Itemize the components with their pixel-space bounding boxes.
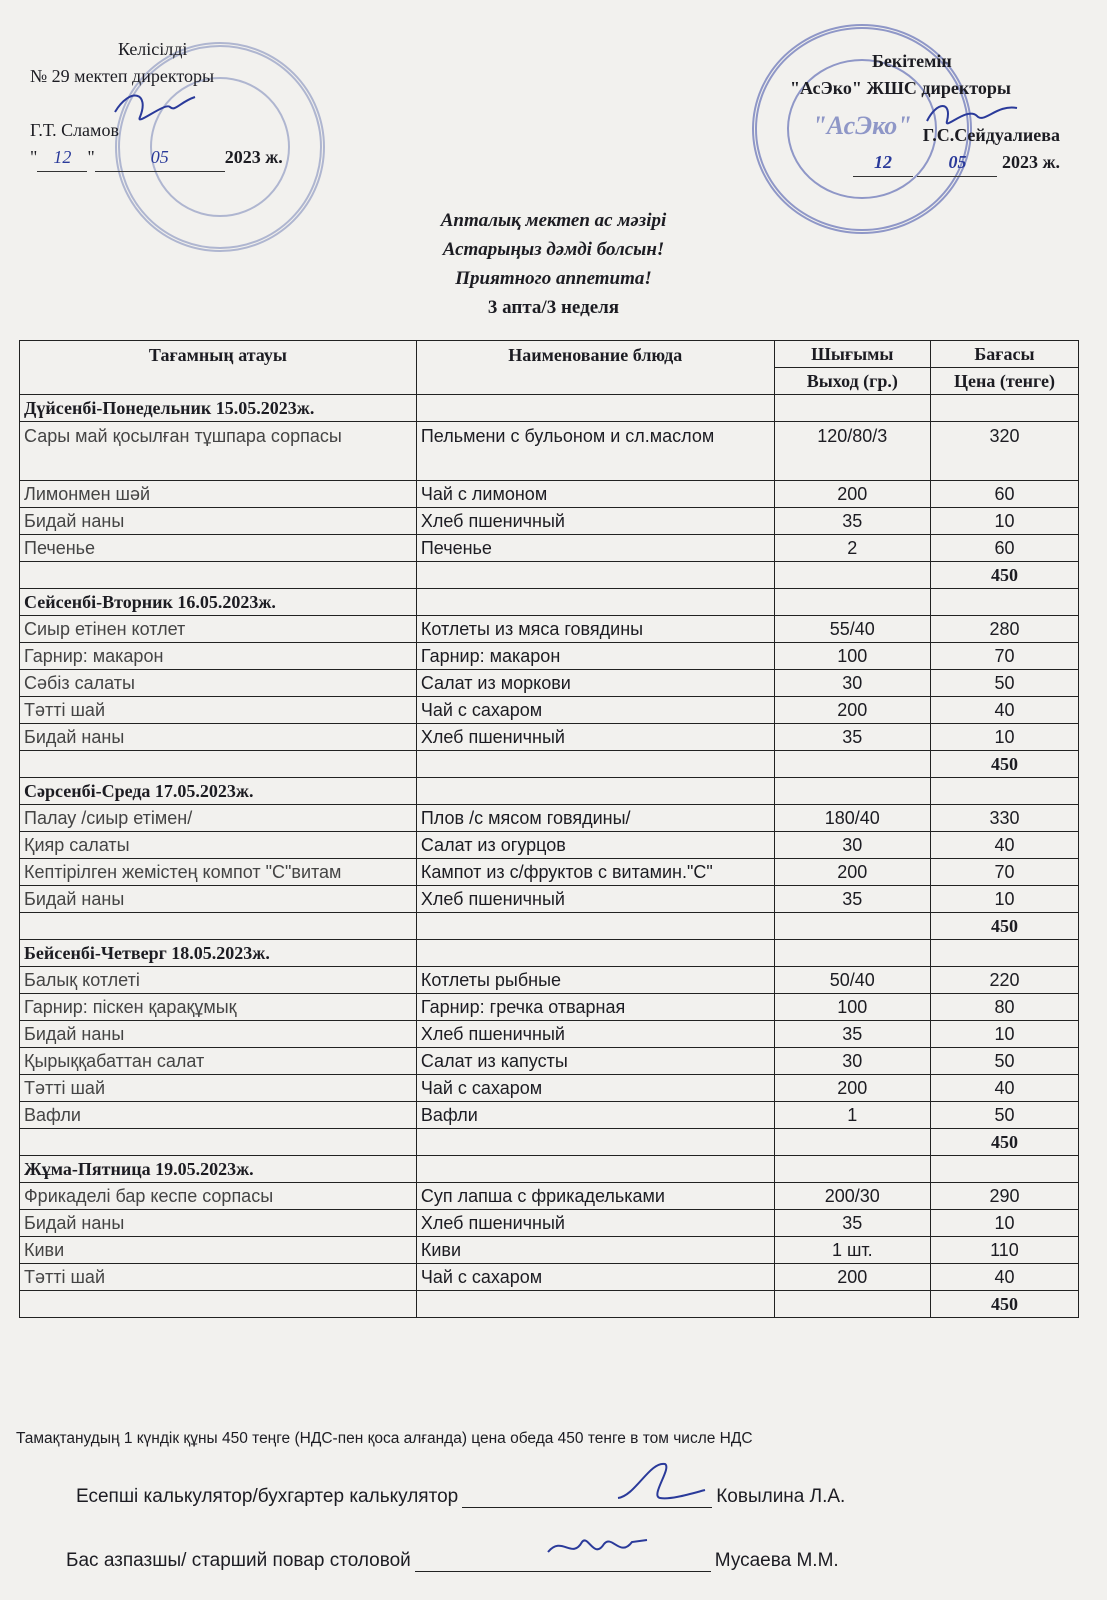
- dish-price: 40: [930, 697, 1078, 724]
- day-total: 450: [930, 1129, 1078, 1156]
- dish-name-kk: Бидай наны: [20, 1021, 417, 1048]
- stamp-text: "АсЭко": [812, 111, 912, 140]
- header-kk-name: Тағамның атауы: [20, 341, 417, 395]
- day-total-row: [20, 1291, 1079, 1318]
- empty-cell: [774, 589, 930, 616]
- dish-yield: 200: [774, 697, 930, 724]
- empty-cell: [416, 940, 774, 967]
- empty-cell: [774, 1156, 930, 1183]
- table-row: [20, 508, 1079, 535]
- date-month: 05: [95, 144, 225, 172]
- table-row: [20, 805, 1079, 832]
- dish-price: 50: [930, 1102, 1078, 1129]
- empty-cell: [416, 913, 774, 940]
- dish-yield: 30: [774, 670, 930, 697]
- dish-name-kk: Вафли: [20, 1102, 417, 1129]
- agreed-position: № 29 мектеп директоры: [30, 66, 215, 86]
- dish-yield: 200: [774, 859, 930, 886]
- table-row: [20, 616, 1079, 643]
- dish-name-kk: Гарнир: піскен қарақұмық: [20, 994, 417, 1021]
- dish-price: 50: [930, 670, 1078, 697]
- empty-cell: [416, 562, 774, 589]
- dish-price: 110: [930, 1237, 1078, 1264]
- dish-price: 280: [930, 616, 1078, 643]
- dish-name-kk: Бидай наны: [20, 886, 417, 913]
- dish-yield: 200: [774, 1075, 930, 1102]
- dish-name-kk: Бидай наны: [20, 724, 417, 751]
- dish-name-kk: Балық котлеті: [20, 967, 417, 994]
- day-total: 450: [930, 751, 1078, 778]
- dish-price: 220: [930, 967, 1078, 994]
- day-label: Жұма-Пятница 19.05.2023ж.: [20, 1156, 417, 1183]
- table-row: [20, 535, 1079, 562]
- table-row: [20, 1075, 1079, 1102]
- menu-table: [19, 340, 1079, 1318]
- table-row: [20, 1183, 1079, 1210]
- dish-yield: 100: [774, 643, 930, 670]
- director-signature: [110, 82, 200, 132]
- empty-cell: [416, 1291, 774, 1318]
- table-row: [20, 1021, 1079, 1048]
- dish-name-kk: Сиыр етінен котлет: [20, 616, 417, 643]
- empty-cell: [930, 778, 1078, 805]
- dish-name-ru: Чай с лимоном: [416, 481, 774, 508]
- dish-price: 10: [930, 508, 1078, 535]
- dish-price: 10: [930, 886, 1078, 913]
- dish-price: 10: [930, 724, 1078, 751]
- dish-name-ru: Кампот из с/фруктов с витамин."С": [416, 859, 774, 886]
- dish-price: 40: [930, 1075, 1078, 1102]
- table-row: [20, 886, 1079, 913]
- dish-name-kk: Кептірілген жемістең компот "С"витам: [20, 859, 417, 886]
- dish-yield: 50/40: [774, 967, 930, 994]
- dish-price: 80: [930, 994, 1078, 1021]
- empty-cell: [20, 913, 417, 940]
- dish-name-kk: Тәтті шай: [20, 697, 417, 724]
- agreed-date: " 12 " 05 2023 ж.: [30, 144, 330, 172]
- dish-name-kk: Сәбіз салаты: [20, 670, 417, 697]
- empty-cell: [20, 751, 417, 778]
- dish-yield: 35: [774, 886, 930, 913]
- empty-cell: [416, 395, 774, 422]
- header-yield-kk: Шығымы: [774, 341, 930, 368]
- day-total: 450: [930, 913, 1078, 940]
- dish-price: 290: [930, 1183, 1078, 1210]
- dish-price: 40: [930, 1264, 1078, 1291]
- table-row: [20, 832, 1079, 859]
- dish-name-ru: Гарнир: гречка отварная: [416, 994, 774, 1021]
- dish-price: 50: [930, 1048, 1078, 1075]
- empty-cell: [774, 751, 930, 778]
- cook-label: Бас азпазшы/ старший повар столовой: [66, 1550, 411, 1571]
- dish-name-ru: Хлеб пшеничный: [416, 724, 774, 751]
- dish-name-ru: Плов /с мясом говядины/: [416, 805, 774, 832]
- dish-name-kk: Қырыққабаттан салат: [20, 1048, 417, 1075]
- dish-name-ru: Пельмени с бульоном и сл.маслом: [416, 422, 774, 481]
- empty-cell: [20, 1129, 417, 1156]
- empty-cell: [930, 940, 1078, 967]
- table-row: [20, 422, 1079, 481]
- dish-name-ru: Чай с сахаром: [416, 697, 774, 724]
- day-label: Бейсенбі-Четверг 18.05.2023ж.: [20, 940, 417, 967]
- table-row: [20, 643, 1079, 670]
- dish-name-ru: Киви: [416, 1237, 774, 1264]
- accountant-name: Ковылина Л.А.: [716, 1486, 846, 1507]
- dish-price: 70: [930, 859, 1078, 886]
- dish-name-ru: Салат из огурцов: [416, 832, 774, 859]
- empty-cell: [774, 778, 930, 805]
- dish-name-ru: Хлеб пшеничный: [416, 1210, 774, 1237]
- header-price-kk: Бағасы: [930, 341, 1078, 368]
- dish-yield: 35: [774, 1021, 930, 1048]
- dish-name-ru: Печенье: [416, 535, 774, 562]
- day-header-row: [20, 778, 1079, 805]
- accountant-signature-row: [76, 1486, 845, 1508]
- date-year: 2023 ж.: [224, 147, 283, 167]
- dish-name-kk: Тәтті шай: [20, 1075, 417, 1102]
- table-row: [20, 994, 1079, 1021]
- day-total-row: [20, 913, 1079, 940]
- dish-name-ru: Чай с сахаром: [416, 1264, 774, 1291]
- dish-yield: 55/40: [774, 616, 930, 643]
- menu-table-body: [20, 395, 1079, 1318]
- approver-signature: [922, 96, 1022, 136]
- empty-cell: [416, 1156, 774, 1183]
- dish-yield: 30: [774, 832, 930, 859]
- dish-name-kk: Бидай наны: [20, 508, 417, 535]
- dish-yield: 1: [774, 1102, 930, 1129]
- table-row: [20, 967, 1079, 994]
- dish-yield: 2: [774, 535, 930, 562]
- day-total: 450: [930, 1291, 1078, 1318]
- dish-name-ru: Гарнир: макарон: [416, 643, 774, 670]
- dish-name-kk: Печенье: [20, 535, 417, 562]
- empty-cell: [774, 1291, 930, 1318]
- empty-cell: [416, 778, 774, 805]
- cook-signature-row: [66, 1550, 839, 1572]
- table-row: [20, 1237, 1079, 1264]
- table-header-row: [20, 341, 1079, 368]
- empty-cell: [416, 751, 774, 778]
- title-line-kk: Апталық мектеп ас мәзірі: [440, 210, 667, 231]
- week-label: 3 апта/3 неделя: [487, 297, 620, 318]
- title-line-wish-ru: Приятного аппетита!: [455, 268, 652, 289]
- empty-cell: [774, 562, 930, 589]
- dish-name-ru: Хлеб пшеничный: [416, 508, 774, 535]
- date-month: 05: [917, 149, 997, 177]
- dish-name-kk: Қияр салаты: [20, 832, 417, 859]
- dish-name-kk: Фрикаделі бар кеспе сорпасы: [20, 1183, 417, 1210]
- dish-yield: 180/40: [774, 805, 930, 832]
- empty-cell: [774, 1129, 930, 1156]
- dish-yield: 200: [774, 1264, 930, 1291]
- menu-title-block: [0, 206, 1107, 322]
- day-total-row: [20, 1129, 1079, 1156]
- dish-name-ru: Салат из капусты: [416, 1048, 774, 1075]
- dish-name-kk: Тәтті шай: [20, 1264, 417, 1291]
- dish-yield: 1 шт.: [774, 1237, 930, 1264]
- approved-position: "АсЭко" ЖШС директоры: [790, 78, 1011, 98]
- day-total-row: [20, 751, 1079, 778]
- empty-cell: [416, 589, 774, 616]
- dish-name-kk: Гарнир: макарон: [20, 643, 417, 670]
- dish-name-ru: Хлеб пшеничный: [416, 1021, 774, 1048]
- day-total-row: [20, 562, 1079, 589]
- date-year: 2023 ж.: [1001, 152, 1060, 172]
- cook-signature: [542, 1530, 652, 1566]
- approved-heading: Бекітемін: [872, 51, 952, 71]
- dish-yield: 200: [774, 481, 930, 508]
- title-line-wish-kk: Астарыңыз дәмді болсын!: [442, 239, 665, 260]
- empty-cell: [930, 395, 1078, 422]
- empty-cell: [774, 940, 930, 967]
- table-row: [20, 1210, 1079, 1237]
- dish-price: 60: [930, 481, 1078, 508]
- accountant-signature: [610, 1456, 710, 1506]
- day-label: Дүйсенбі-Понедельник 15.05.2023ж.: [20, 395, 417, 422]
- dish-yield: 100: [774, 994, 930, 1021]
- dish-name-ru: Суп лапша с фрикадельками: [416, 1183, 774, 1210]
- day-header-row: [20, 395, 1079, 422]
- table-row: [20, 481, 1079, 508]
- table-row: [20, 1048, 1079, 1075]
- cook-name: Мусаева М.М.: [714, 1550, 839, 1571]
- dish-name-ru: Котлеты из мяса говядины: [416, 616, 774, 643]
- dish-price: 320: [930, 422, 1078, 481]
- dish-yield: 35: [774, 508, 930, 535]
- dish-name-kk: Киви: [20, 1237, 417, 1264]
- day-label: Сәрсенбі-Среда 17.05.2023ж.: [20, 778, 417, 805]
- empty-cell: [774, 395, 930, 422]
- day-header-row: [20, 940, 1079, 967]
- dish-yield: 35: [774, 1210, 930, 1237]
- day-total: 450: [930, 562, 1078, 589]
- dish-yield: 30: [774, 1048, 930, 1075]
- day-label: Сейсенбі-Вторник 16.05.2023ж.: [20, 589, 417, 616]
- dish-name-kk: Палау /сиыр етімен/: [20, 805, 417, 832]
- accountant-label: Есепші калькулятор/бухгартер калькулятор: [76, 1486, 459, 1507]
- day-header-row: [20, 1156, 1079, 1183]
- dish-price: 10: [930, 1210, 1078, 1237]
- agreed-name: Г.Т. Сламов: [30, 120, 119, 140]
- dish-name-kk: Бидай наны: [20, 1210, 417, 1237]
- empty-cell: [774, 913, 930, 940]
- price-note: Тамақтанудың 1 күндік құны 450 теңге (НДС-пен қоса алғанда) цена обеда 450 тенге в том числе НДС: [16, 1430, 753, 1447]
- dish-name-kk: Лимонмен шәй: [20, 481, 417, 508]
- date-day: 12: [853, 149, 913, 177]
- dish-name-ru: Вафли: [416, 1102, 774, 1129]
- table-row: [20, 670, 1079, 697]
- dish-name-ru: Хлеб пшеничный: [416, 886, 774, 913]
- table-row: [20, 697, 1079, 724]
- dish-yield: 200/30: [774, 1183, 930, 1210]
- header-ru-name: Наименование блюда: [416, 341, 774, 395]
- day-header-row: [20, 589, 1079, 616]
- dish-price: 330: [930, 805, 1078, 832]
- empty-cell: [20, 562, 417, 589]
- dish-name-kk: Сары май қосылған тұшпара сорпасы: [20, 422, 417, 481]
- empty-cell: [20, 1291, 417, 1318]
- approved-name: Г.С.Сейдуалиева: [922, 125, 1060, 145]
- empty-cell: [416, 1129, 774, 1156]
- header-yield-ru: Выход (гр.): [774, 368, 930, 395]
- table-row: [20, 859, 1079, 886]
- dish-price: 60: [930, 535, 1078, 562]
- empty-cell: [930, 589, 1078, 616]
- dish-price: 70: [930, 643, 1078, 670]
- empty-cell: [930, 1156, 1078, 1183]
- dish-yield: 35: [774, 724, 930, 751]
- dish-name-ru: Салат из моркови: [416, 670, 774, 697]
- approved-date: [790, 149, 1080, 177]
- dish-name-ru: Чай с сахаром: [416, 1075, 774, 1102]
- table-row: [20, 1102, 1079, 1129]
- dish-yield: 120/80/3: [774, 422, 930, 481]
- dish-name-ru: Котлеты рыбные: [416, 967, 774, 994]
- dish-price: 10: [930, 1021, 1078, 1048]
- header-price-ru: Цена (тенге): [930, 368, 1078, 395]
- table-row: [20, 724, 1079, 751]
- table-row: [20, 1264, 1079, 1291]
- date-day: 12: [37, 144, 87, 172]
- agreed-heading: Келісілді: [118, 39, 188, 59]
- dish-price: 40: [930, 832, 1078, 859]
